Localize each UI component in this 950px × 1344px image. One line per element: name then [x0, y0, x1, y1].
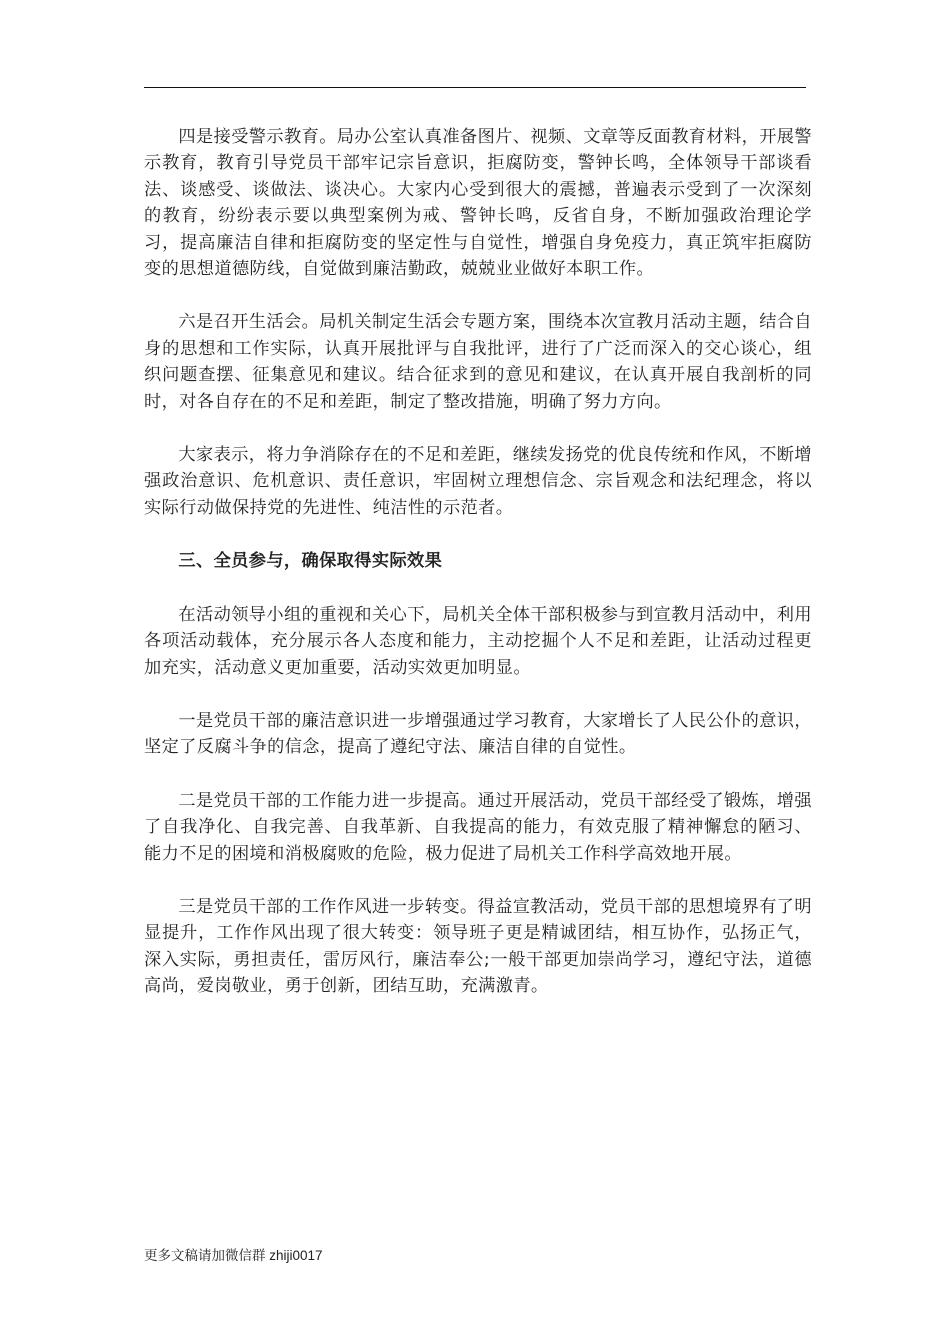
section-heading: 三、全员参与，确保取得实际效果	[178, 551, 443, 572]
document-body	[144, 124, 812, 1027]
paragraph-work-style: 三是党员干部的工作作风进一步转变。得益宣教活动，党员干部的思想境界有了明显提升，工作作风出现了很大转变：领导班子更是精诚团结，相互协作，弘扬正气，深入实际，勇担责任，雷厉风行，廉洁奉公;一般干部更加崇尚学习，遵纪守法，道德高尚，爱岗敬业，勇于创新，团结互助，充满激青。	[144, 896, 812, 997]
paragraph-participation: 在活动领导小组的重视和关心下，局机关全体干部积极参与到宣教月活动中，利用各项活动载体，充分展示各人态度和能力，主动挖掘个人不足和差距，让活动过程更加充实，活动意义更加重要，活动实效更加明显。	[144, 604, 812, 678]
paragraph-life-meeting: 六是召开生活会。局机关制定生活会专题方案，围绕本次宣教月活动主题，结合自身的思想和工作实际，认真开展批评与自我批评，进行了广泛而深入的交心谈心，组织问题查摆、征集意见和建议。结合征求到的意见和建议，在认真开展自我剖析的同时，对各自存在的不足和差距，制定了整改措施，明确了努力方向。	[144, 312, 812, 412]
paragraph-everyone-expressed: 大家表示，将力争消除存在的不足和差距，继续发扬党的优良传统和作风，不断增强政治意识、危机意识、责任意识，牢固树立理想信念、宗旨观念和法纪理念，将以实际行动做保持党的先进性、纯洁性的示范者。	[144, 445, 812, 518]
footer-note: 更多文稿请加微信群 zhiji0017	[144, 1248, 323, 1263]
paragraph-work-ability: 二是党员干部的工作能力进一步提高。通过开展活动，党员干部经受了锻炼，增强了自我净化、自我完善、自我革新、自我提高的能力，有效克服了精神懈怠的陋习、能力不足的困境和消极腐败的危险，极力促进了局机关工作科学高效地开展。	[144, 790, 812, 864]
header-rule	[144, 87, 806, 88]
paragraph-warning-education: 四是接受警示教育。局办公室认真准备图片、视频、文章等反面教育材料，开展警示教育，教育引导党员干部牢记宗旨意识，拒腐防变，警钟长鸣，全体领导干部谈看法、谈感受、谈做法、谈决心。大家内心受到很大的震撼，普遍表示受到了一次深刻的教育，纷纷表示要以典型案例为戒、警钟长鸣，反省自身，不断加强政治理论学习，提高廉洁自律和拒腐防变的坚定性与自觉性，增强自身免疫力，真正筑牢拒腐防变的思想道德防线，自觉做到廉洁勤政，兢兢业业做好本职工作。	[144, 127, 812, 280]
paragraph-integrity-awareness: 一是党员干部的廉洁意识进一步增强通过学习教育，大家增长了人民公仆的意识，坚定了反腐斗争的信念，提高了遵纪守法、廉洁自律的自觉性。	[144, 710, 812, 758]
